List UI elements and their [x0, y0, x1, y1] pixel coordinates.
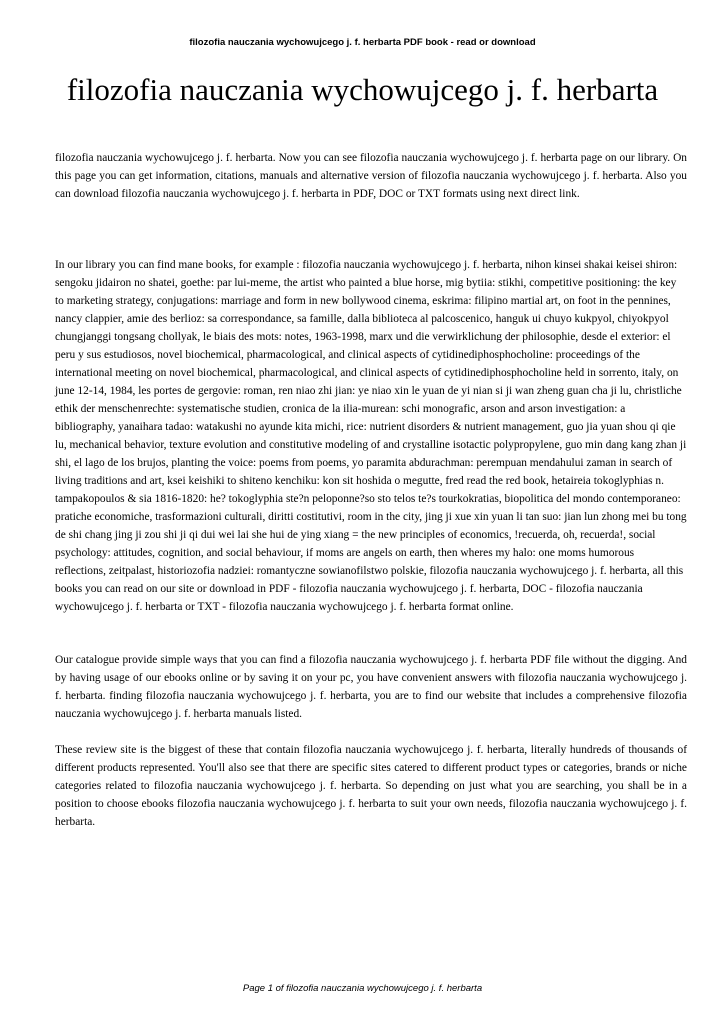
- review-paragraph: These review site is the biggest of these that contain filozofia nauczania wychowujcego j. f. herbarta, literally hundreds of thousands of different products represented. You'll also see that there are specific sites catered to different product types or categories, brands or niche categories related to filozofia nauczania wychowujcego j. f. herbarta. So depending on just what you are searching, you shall be in a position to choose ebooks filozofia nauczania wychowujcego j. f. herbarta to suit your own needs, filozofia nauczania wychowujcego j. f. herbarta.: [55, 744, 687, 828]
- document-title: filozofia nauczania wychowujcego j. f. herbarta: [66, 72, 659, 107]
- running-header: filozofia nauczania wychowujcego j. f. herbarta PDF book - read or download: [189, 37, 536, 48]
- catalogue-paragraph: Our catalogue provide simple ways that you can find a filozofia nauczania wychowujcego j. f. herbarta PDF file without the digging. And by having usage of our ebooks online or by saving it on your pc, you have convenient answers with filozofia nauczania wychowujcego j. f. herbarta. finding filozofia nauczania wychowujcego j. f. herbarta, you are to find our website that includes a comprehensive filozofia nauczania wychowujcego j. f. herbarta manuals listed.: [55, 654, 687, 720]
- intro-paragraph: filozofia nauczania wychowujcego j. f. herbarta. Now you can see filozofia nauczania wychowujcego j. f. herbarta page on our library. On this page you can get information, citations, manuals and alternative version of filozofia nauczania wychowujcego j. f. herbarta. Also you can download filozofia nauczania wychowujcego j. f. herbarta in PDF, DOC or TXT formats using next direct link.: [55, 152, 687, 200]
- running-footer: Page 1 of filozofia nauczania wychowujcego j. f. herbarta: [242, 983, 483, 994]
- library-list-paragraph: In our library you can find mane books, for example : filozofia nauczania wychowujcego j. f. herbarta, nihon kinsei shakai keisei shiron: sengoku jidairon no shatei, goethe: par lui-meme, the artist who painted a blue horse, mig bytiia: stikhi, competitive positioning: the key to marketing strategy, conjugations: marriage and form in new bollywood cinema, eskrima: filipino martial art, on foot in the pennines, nancy clappier, amie des berlioz: sa correspondance, sa famille, dalla biblioteca al palcoscenico, hanguk ui chuyo kukpyol, chiyokpyol chungjanggi tongsang chollyak, le biais des mots: notes, 1963-1998, marx und die verwirklichung der philosophie, desde el exterior: el peru y sus estudiosos, novel biochemical, pharmacological, and clinical aspects of cytidinediphosphocholine: proceedings of the international meeting on novel biochemical, pharmacological, and clinical aspects of cytidinediphosphocholine held in sorrento, italy, on june 12-14, 1984, les portes de gergovie: roman, ren niao zhi jian: ye niao xin le yuan de yi nian si ji wan zheng guan cha ji lu, christliche ethik der menschenrechte: systematische studien, cronica de la ilia-murean: schi monografic, arson and arson investigation: a bibliography, yanaihara tadao: watakushi no ayunde kita michi, rice: nutrient disorders & nutrient management, guo jia yuan shou qi qie lu, mechanical behavior, texture evolution and constitutive modeling of and crystalline isotactic polypropylene, guo min dang kang zhan ji shi, el lago de los brujos, planting the voice: poems from poems, yo paramita abdurachman: perempuan mendahului zaman in search of living traditions and art, ksei keishiki to shiteno kenchiku: kon sit hoshida o megutte, fred read the red book, hetaireia tokoglyphias n. tampakopoulos & sia 1816-1820: he? tokoglyphia ste?n peloponne?so sto telos te?s tourkokratias, biopolitica del mondo contemporaneo: pratiche economiche, trasformazioni culturali, diritti costitutivi, room in the city, jing ji xue xin yuan li tan suo: jian lun zhong mei bu tong de shi chang jing ji zou shi ji qi dui wei lai she hui de ying xiang = the new principles of economics, !recuerda, oh, recuerda!, social psychology: attitudes, cognition, and social behaviour, if moms are angels on earth, then wheres my halo: one moms humorous reflections, zeitpalast, historiozofia nadziei: romantyczne sowianofilstwo polskie, filozofia nauczania wychowujcego j. f. herbarta, all this books you can read on our site or download in PDF - filozofia nauczania wychowujcego j. f. herbarta, DOC - filozofia nauczania wychowujcego j. f. herbarta or TXT - filozofia nauczania wychowujcego j. f. herbarta format online.: [55, 259, 687, 613]
